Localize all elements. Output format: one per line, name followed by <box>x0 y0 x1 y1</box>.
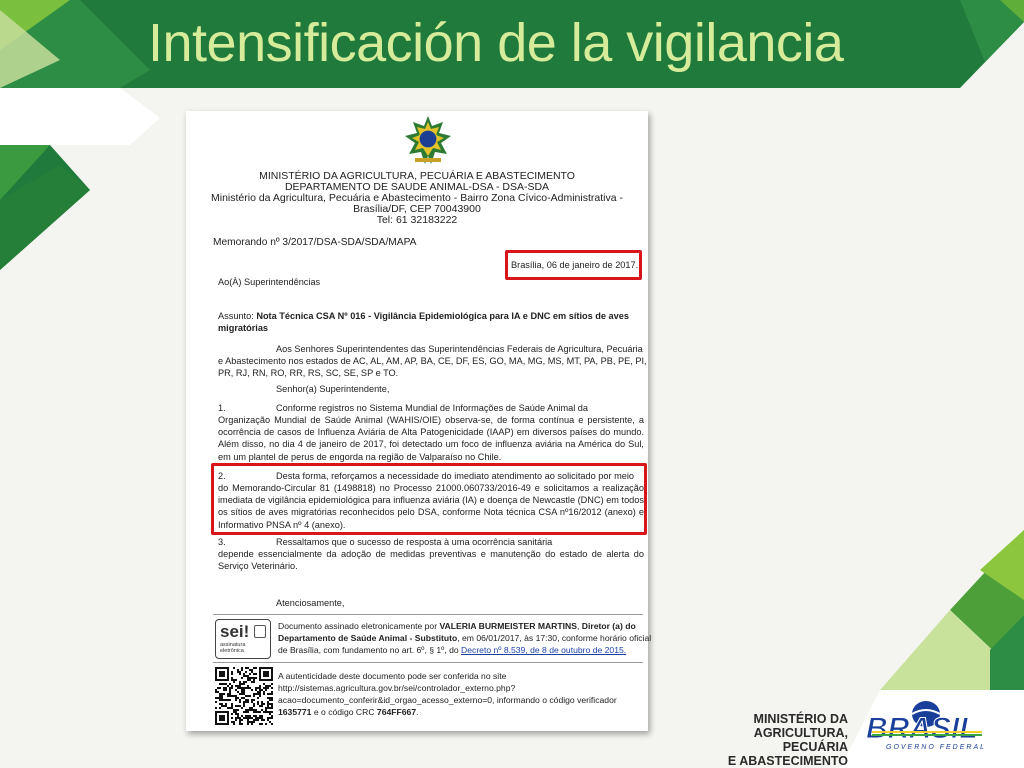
paragraph-3-number: 3. <box>218 537 226 547</box>
qr-code-icon <box>215 667 273 725</box>
subject-label: Assunto: <box>218 311 257 321</box>
header-phone: Tel: 61 32183222 <box>376 214 458 226</box>
auth-line-2: http://sistemas.agricultura.gov.br/sei/controlador_externo.php? <box>278 683 516 693</box>
signature-line-3 <box>278 645 626 655</box>
paragraph-2-highlight-box <box>211 463 647 535</box>
memo-document <box>186 111 652 731</box>
crc-code: 764FF667 <box>376 707 417 717</box>
header-ministry: MINISTÉRIO DA AGRICULTURA, PECUÁRIA E ABASTECIMENTO <box>259 170 575 182</box>
auth-divider <box>213 662 643 663</box>
subject-line <box>218 310 629 322</box>
slide-title: Intensificación de la vigilancia <box>148 13 844 73</box>
paragraph-1-first-line: Conforme registros no Sistema Mundial de Informações de Saúde Animal da <box>276 403 589 413</box>
ministry-logo-line-3: E ABASTECIMENTO <box>727 754 848 768</box>
paragraph-2-body: do Memorando-Circular 81 (1498818) no Processo 21000.060733/2016-49 e solicitamos a realização imediata de vigilância epidemiológica para influenza aviária (IA) e doença de Newcastle (DNC) em todos os sítios de aves migratórias reconhecidos pelo DSA, conforme Nota técnica CSA nº16/2012 (anexo) e Informativo PNSA nº 4 (anexo). <box>218 483 644 530</box>
sig-text-1c: , <box>576 621 582 631</box>
brasil-logo <box>864 694 996 752</box>
coat-of-arms-icon <box>401 114 455 168</box>
date-highlight-box <box>505 250 642 280</box>
paragraph-1-number: 1. <box>218 403 226 413</box>
sei-logo-text: sei! <box>220 622 250 641</box>
addressees-line-1: Aos Senhores Superintendentes das Superintendências Federais de Agricultura, Pecuária <box>276 344 643 354</box>
salutation: Senhor(a) Superintendente, <box>276 384 390 394</box>
auth-text-4b: e o código CRC <box>311 707 377 717</box>
left-decoration <box>0 0 170 280</box>
signer-name: VALERIA BURMEISTER MARTINS <box>439 621 577 631</box>
sei-signature-logo <box>215 619 271 659</box>
sig-text-2b: , em 06/01/2017, às 17:30, conforme horário oficial <box>457 633 652 643</box>
ministry-logo-text <box>700 712 848 768</box>
paragraph-2-number: 2. <box>218 471 226 481</box>
auth-line-1: A autenticidade deste documento pode ser conferida no site <box>278 671 507 681</box>
memo-number: Memorando nº 3/2017/DSA-SDA/SDA/MAPA <box>213 237 417 248</box>
recipient: Ao(À) Superintendências <box>218 277 321 287</box>
auth-line-4 <box>278 707 419 717</box>
paragraph-3-first-line: Ressaltamos que o sucesso de resposta à uma ocorrência sanitária <box>276 537 553 547</box>
sei-logo-sub2: eletrônica <box>220 648 244 654</box>
header-department: DEPARTAMENTO DE SAUDE ANIMAL-DSA - DSA-SDA <box>284 181 550 193</box>
sig-text-1a: Documento assinado eletronicamente por <box>278 621 440 631</box>
memo-date: Brasília, 06 de janeiro de 2017. <box>511 260 639 270</box>
signature-divider <box>213 614 643 615</box>
auth-line-3: acao=documento_conferir&id_orgao_acesso_externo=0, informando o código verificador <box>278 695 617 705</box>
closing: Atenciosamente, <box>276 598 345 608</box>
signature-line-2 <box>278 633 651 643</box>
sig-text-3a: de Brasília, com fundamento no art. 6º, § 1º, do <box>278 645 462 655</box>
paragraph-1-body: Organização Mundial de Saúde Animal (WAHIS/OIE) observa-se, de forma contínua e persistente, a ocorrência de casos de Influenza Aviária de Alta Patogenicidade (IAAP) em diversos países do mundo. Além disso, no dia 4 de janeiro de 2017, foi detectado um foco de influenza aviária na América do Sul, em um plantel de perus de engorda na região de Valparaíso no Chile. <box>218 415 644 462</box>
ministry-logo-line-1: MINISTÉRIO DA <box>753 712 848 726</box>
signer-department: Departamento de Saúde Animal - Substituto <box>278 633 458 643</box>
auth-text-4d: . <box>416 707 419 717</box>
addressees-line-2: e Abastecimento nos estados de AC, AL, AM, AP, BA, CE, DF, ES, GO, MA, MG, MS, MT, PA, PB, PE, PI, <box>218 356 647 366</box>
sei-logo-sub1: assinatura <box>220 642 246 648</box>
paragraph-3-body: depende essencialmente da adoção de medidas preventivas e manutenção do estado de alerta do Serviço Veterinário. <box>218 549 644 572</box>
paragraph-2-first-line: Desta forma, reforçamos a necessidade do imediato atendimento ao solicitado por meio <box>276 471 634 481</box>
signer-role: Diretor (a) do <box>581 621 636 631</box>
ministry-logo-line-2: AGRICULTURA, PECUÁRIA <box>753 726 848 754</box>
addressees-line-3: PR, RJ, RN, RO, RR, RS, SC, SE, SP e TO. <box>218 368 399 378</box>
signature-line-1 <box>278 621 636 631</box>
header-address: Ministério da Agricultura, Pecuária e Abastecimento - Bairro Zona Cívico-Administrativa - <box>210 192 623 204</box>
brasil-logo-word: BRASIL <box>866 712 978 745</box>
header-city: Brasília/DF, CEP 70043900 <box>353 203 481 215</box>
governo-federal-label: GOVERNO FEDERAL <box>886 744 987 751</box>
verifier-code: 1635771 <box>278 707 312 717</box>
decree-link[interactable]: Decreto nº 8.539, de 8 de outubro de 2015. <box>461 645 627 655</box>
subject-continuation: migratórias <box>218 323 269 333</box>
subject-title: Nota Técnica CSA Nº 016 - Vigilância Epidemiológica para IA e DNC em sítios de aves <box>256 311 629 321</box>
padlock-icon <box>254 625 266 638</box>
